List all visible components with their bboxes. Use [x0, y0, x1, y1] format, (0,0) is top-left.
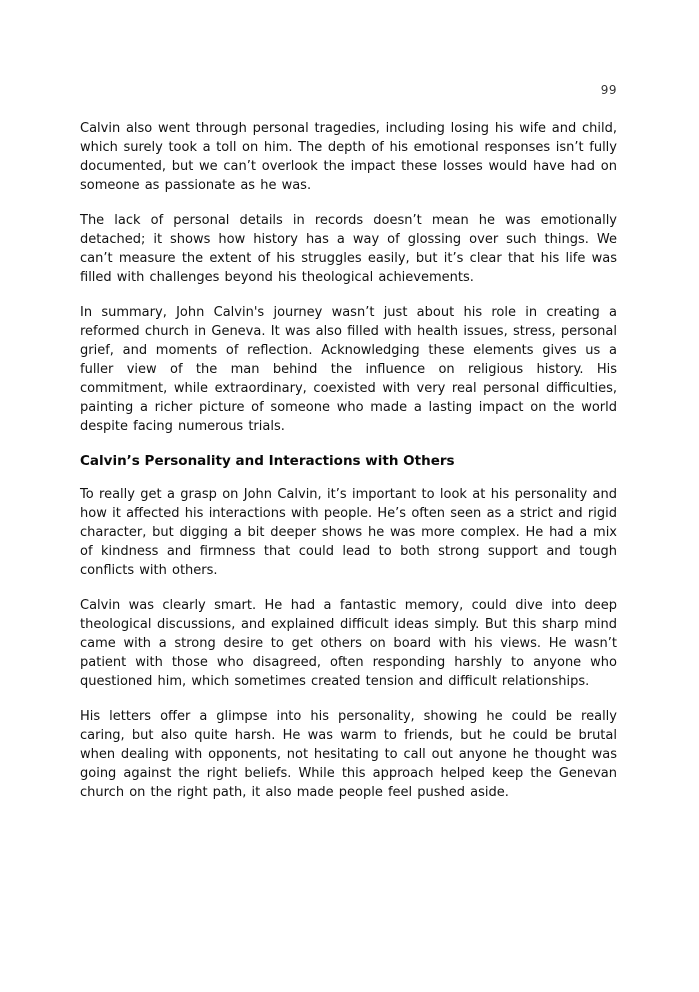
page-number: 99: [600, 83, 617, 97]
paragraph-in-summary: In summary, John Calvin's journey wasn’t just about his role in creating a reformed church in Geneva. It was also filled with health issues, stress, personal grief, and moments of reflection. Acknowledging these elements gives us a fuller view of the man behind the influence on religious history. His commitment, while extraordinary, coexisted with very real personal difficulties, painting a richer picture of someone who made a lasting impact on the world despite facing numerous trials.: [80, 305, 617, 434]
page-content: [80, 119, 617, 818]
paragraph-personality-intro: To really get a grasp on John Calvin, it’s important to look at his personality and how it affected his interactions with people. He’s often seen as a strict and rigid character, but digging a bit deeper shows he was more complex. He had a mix of kindness and firmness that could lead to both strong support and tough conflicts with others.: [80, 487, 617, 578]
paragraph-personal-tragedies: Calvin also went through personal tragedies, including losing his wife and child, which surely took a toll on him. The depth of his emotional responses isn’t fully documented, but we can’t overlook the impact these losses would have had on someone as passionate as he was.: [80, 121, 617, 193]
paragraph-his-letters: His letters offer a glimpse into his personality, showing he could be really caring, but also quite harsh. He was warm to friends, but he could be brutal when dealing with opponents, not hesitating to call out anyone he thought was going against the right beliefs. While this approach helped keep the Genevan church on the right path, it also made people feel pushed aside.: [80, 709, 617, 800]
paragraph-lack-of-details: The lack of personal details in records doesn’t mean he was emotionally detached; it shows how history has a way of glossing over such things. We can’t measure the extent of his struggles easily, but it’s clear that his life was filled with challenges beyond his theological achievements.: [80, 213, 617, 285]
paragraph-clearly-smart: Calvin was clearly smart. He had a fantastic memory, could dive into deep theological discussions, and explained difficult ideas simply. But this sharp mind came with a strong desire to get others on board with his views. He wasn’t patient with those who disagreed, often responding harshly to anyone who questioned him, which sometimes created tension and difficult relationships.: [80, 598, 617, 689]
section-heading: Calvin’s Personality and Interactions with Others: [80, 453, 455, 469]
